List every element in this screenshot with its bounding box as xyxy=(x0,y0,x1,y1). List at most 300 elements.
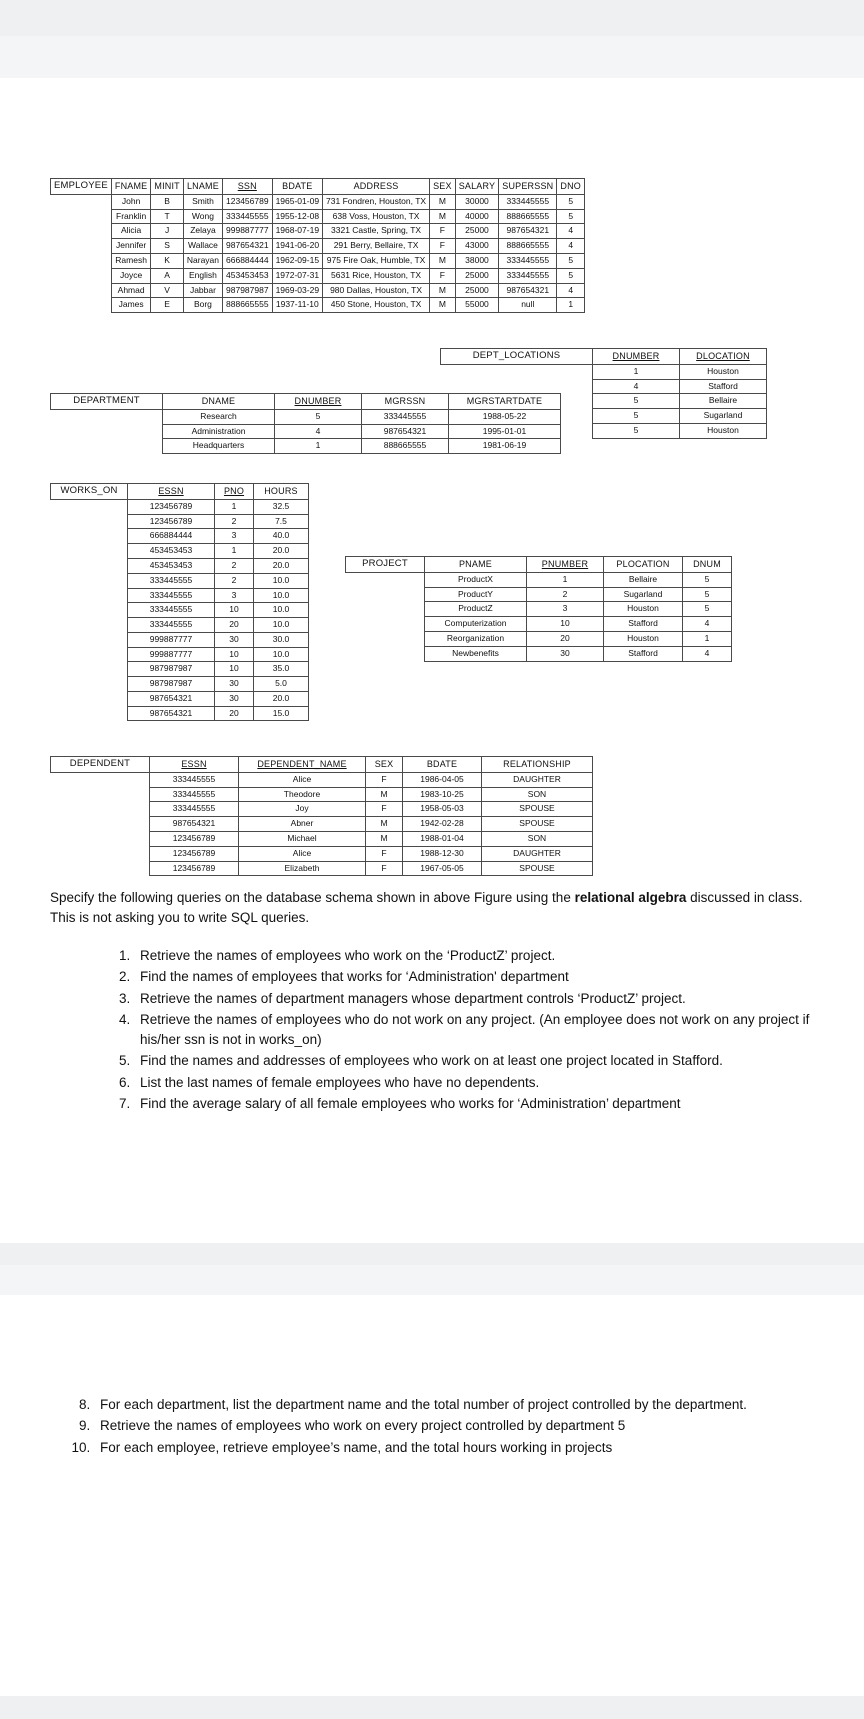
table-header-row xyxy=(51,179,585,195)
column-header-pk: ESSN xyxy=(150,757,239,773)
table-cell: 987654321 xyxy=(223,239,273,254)
table-cell: 1 xyxy=(275,439,362,454)
question-item: 8. For each department, list the department name and the total number of project controlled by the department. xyxy=(94,1395,834,1415)
table-cell: 10 xyxy=(215,603,254,618)
table-cell: Stafford xyxy=(680,379,767,394)
row-spacer xyxy=(51,787,150,802)
column-header: ADDRESS xyxy=(323,179,430,195)
table-row xyxy=(51,573,309,588)
table-cell: 20.0 xyxy=(254,691,309,706)
table-cell: 999887777 xyxy=(223,224,273,239)
table-cell: M xyxy=(366,787,403,802)
table-row xyxy=(346,587,732,602)
table-cell: 450 Stone, Houston, TX xyxy=(323,298,430,313)
table-cell: Stafford xyxy=(604,646,683,661)
row-spacer xyxy=(51,817,150,832)
table-row xyxy=(51,618,309,633)
column-header: MGRSSN xyxy=(362,394,449,410)
table-cell: M xyxy=(366,831,403,846)
table-cell: Reorganization xyxy=(425,631,527,646)
column-header: SEX xyxy=(366,757,403,773)
table-cell: 453453453 xyxy=(128,544,215,559)
row-spacer xyxy=(441,364,593,379)
relation-name-department: DEPARTMENT xyxy=(51,394,163,410)
table-cell: SPOUSE xyxy=(482,861,593,876)
table-cell: 30 xyxy=(215,677,254,692)
table-cell: 453453453 xyxy=(128,558,215,573)
table-cell: 40000 xyxy=(455,209,499,224)
column-header: LNAME xyxy=(183,179,222,195)
row-spacer xyxy=(51,772,150,787)
row-spacer xyxy=(51,861,150,876)
table-row xyxy=(51,194,585,209)
table-row xyxy=(51,239,585,254)
department-table xyxy=(50,393,561,454)
table-cell: DAUGHTER xyxy=(482,772,593,787)
row-spacer xyxy=(51,706,128,721)
table-cell: 10 xyxy=(527,617,604,632)
table-row xyxy=(51,817,593,832)
scan-band-middle-2 xyxy=(0,1265,864,1295)
table-cell: 888665555 xyxy=(223,298,273,313)
table-cell: Theodore xyxy=(239,787,366,802)
table-cell: 2 xyxy=(215,573,254,588)
column-header-pk: DEPENDENT_NAME xyxy=(239,757,366,773)
table-cell: 1958-05-03 xyxy=(403,802,482,817)
table-cell: Houston xyxy=(604,602,683,617)
column-header-pk: SSN xyxy=(223,179,273,195)
row-spacer xyxy=(51,194,112,209)
table-row xyxy=(51,691,309,706)
table-cell: 10.0 xyxy=(254,588,309,603)
row-spacer xyxy=(346,587,425,602)
row-spacer xyxy=(51,603,128,618)
table-row xyxy=(51,224,585,239)
column-header: BDATE xyxy=(272,179,322,195)
table-header-row xyxy=(51,757,593,773)
row-spacer xyxy=(51,529,128,544)
department-table-body xyxy=(51,409,561,453)
table-cell: 1968-07-19 xyxy=(272,224,322,239)
table-row xyxy=(51,253,585,268)
project-table xyxy=(345,556,732,662)
table-cell: 20.0 xyxy=(254,558,309,573)
question-item: 10. For each employee, retrieve employee’s name, and the total hours working in projects xyxy=(94,1438,834,1458)
table-cell: F xyxy=(366,846,403,861)
table-cell: F xyxy=(366,772,403,787)
table-cell: Bellaire xyxy=(604,572,683,587)
table-cell: 987654321 xyxy=(150,817,239,832)
column-header: HOURS xyxy=(254,484,309,500)
table-cell: 1967-05-05 xyxy=(403,861,482,876)
table-cell: 35.0 xyxy=(254,662,309,677)
table-row xyxy=(51,706,309,721)
table-cell: 333445555 xyxy=(499,194,557,209)
column-header: PNAME xyxy=(425,557,527,573)
column-header-pk: DNUMBER xyxy=(275,394,362,410)
table-cell: M xyxy=(430,298,456,313)
table-row xyxy=(51,514,309,529)
table-row xyxy=(346,572,732,587)
table-cell: 333445555 xyxy=(128,573,215,588)
table-cell: 123456789 xyxy=(150,846,239,861)
table-cell: 25000 xyxy=(455,224,499,239)
table-row xyxy=(346,646,732,661)
table-cell: 666884444 xyxy=(128,529,215,544)
table-cell: 3 xyxy=(215,529,254,544)
table-cell: M xyxy=(430,209,456,224)
table-cell: 1962-09-15 xyxy=(272,253,322,268)
table-cell: 30 xyxy=(215,632,254,647)
table-cell: 30.0 xyxy=(254,632,309,647)
table-cell: Ahmad xyxy=(111,283,151,298)
table-cell: 30 xyxy=(527,646,604,661)
table-cell: 5 xyxy=(557,253,585,268)
table-cell: M xyxy=(430,283,456,298)
table-cell: James xyxy=(111,298,151,313)
table-row xyxy=(51,409,561,424)
table-cell: 987654321 xyxy=(362,424,449,439)
table-cell: 333445555 xyxy=(128,618,215,633)
table-cell: F xyxy=(430,239,456,254)
dependent-table-body xyxy=(51,772,593,875)
table-cell: 333445555 xyxy=(150,802,239,817)
dependent-table xyxy=(50,756,593,876)
table-row xyxy=(51,677,309,692)
row-spacer xyxy=(346,602,425,617)
table-cell: 333445555 xyxy=(150,787,239,802)
table-row xyxy=(346,617,732,632)
table-cell: 1988-01-04 xyxy=(403,831,482,846)
table-cell: SON xyxy=(482,787,593,802)
table-cell: 15.0 xyxy=(254,706,309,721)
table-cell: null xyxy=(499,298,557,313)
table-row xyxy=(51,283,585,298)
table-cell: 888665555 xyxy=(499,209,557,224)
table-cell: 1965-01-09 xyxy=(272,194,322,209)
table-cell: ProductZ xyxy=(425,602,527,617)
table-cell: 32.5 xyxy=(254,499,309,514)
table-cell: 1941-06-20 xyxy=(272,239,322,254)
table-cell: 5631 Rice, Houston, TX xyxy=(323,268,430,283)
table-row xyxy=(346,631,732,646)
table-cell: M xyxy=(430,194,456,209)
table-cell: 1942-02-28 xyxy=(403,817,482,832)
row-spacer xyxy=(346,631,425,646)
table-cell: Ramesh xyxy=(111,253,151,268)
column-header: MGRSTARTDATE xyxy=(449,394,561,410)
table-row xyxy=(51,588,309,603)
table-cell: Jennifer xyxy=(111,239,151,254)
table-row xyxy=(51,831,593,846)
row-spacer xyxy=(51,846,150,861)
table-cell: 888665555 xyxy=(362,439,449,454)
table-cell: 1983-10-25 xyxy=(403,787,482,802)
table-cell: 638 Voss, Houston, TX xyxy=(323,209,430,224)
table-cell: 2 xyxy=(215,558,254,573)
table-cell: 333445555 xyxy=(128,588,215,603)
table-cell: B xyxy=(151,194,184,209)
column-header: SUPERSSN xyxy=(499,179,557,195)
table-cell: 980 Dallas, Houston, TX xyxy=(323,283,430,298)
row-spacer xyxy=(51,588,128,603)
table-cell: Wallace xyxy=(183,239,222,254)
table-cell: 731 Fondren, Houston, TX xyxy=(323,194,430,209)
table-cell: 999887777 xyxy=(128,647,215,662)
table-cell: 291 Berry, Bellaire, TX xyxy=(323,239,430,254)
table-cell: 333445555 xyxy=(499,253,557,268)
table-cell: 1 xyxy=(527,572,604,587)
table-cell: 1 xyxy=(683,631,732,646)
table-row xyxy=(51,647,309,662)
table-cell: Wong xyxy=(183,209,222,224)
table-cell: 2 xyxy=(527,587,604,602)
table-cell: 987987987 xyxy=(223,283,273,298)
table-row xyxy=(51,662,309,677)
relation-name-dependent: DEPENDENT xyxy=(51,757,150,773)
row-spacer xyxy=(51,409,163,424)
table-row xyxy=(51,802,593,817)
column-header: PLOCATION xyxy=(604,557,683,573)
table-cell: English xyxy=(183,268,222,283)
table-cell: 987654321 xyxy=(499,283,557,298)
table-cell: 3321 Castle, Spring, TX xyxy=(323,224,430,239)
table-cell: 1988-05-22 xyxy=(449,409,561,424)
page-sheet-1 xyxy=(0,78,864,1243)
table-cell: 123456789 xyxy=(128,499,215,514)
column-header-pk: DLOCATION xyxy=(680,349,767,365)
question-item: 7. Find the average salary of all female employees who works for ‘Administration’ department xyxy=(134,1094,834,1114)
table-row xyxy=(51,499,309,514)
table-cell: 987987987 xyxy=(128,662,215,677)
table-cell: 5 xyxy=(593,423,680,438)
column-header: DNUM xyxy=(683,557,732,573)
column-header-pk: DNUMBER xyxy=(593,349,680,365)
row-spacer xyxy=(51,647,128,662)
row-spacer xyxy=(51,677,128,692)
table-cell: 25000 xyxy=(455,268,499,283)
row-spacer xyxy=(51,283,112,298)
table-cell: 10 xyxy=(215,662,254,677)
table-cell: 1972-07-31 xyxy=(272,268,322,283)
instruction-paragraph xyxy=(50,888,815,927)
question-item: 9. Retrieve the names of employees who work on every project controlled by department 5 xyxy=(94,1416,834,1436)
column-header: MINIT xyxy=(151,179,184,195)
table-cell: 4 xyxy=(557,224,585,239)
row-spacer xyxy=(346,617,425,632)
table-cell: 30 xyxy=(215,691,254,706)
project-table-body xyxy=(346,572,732,661)
table-row xyxy=(51,603,309,618)
table-cell: 123456789 xyxy=(128,514,215,529)
table-cell: J xyxy=(151,224,184,239)
row-spacer xyxy=(51,802,150,817)
table-cell: Houston xyxy=(680,423,767,438)
table-cell: 20 xyxy=(527,631,604,646)
question-item: 6. List the last names of female employees who have no dependents. xyxy=(134,1073,834,1093)
table-cell: Computerization xyxy=(425,617,527,632)
table-cell: Newbenefits xyxy=(425,646,527,661)
table-cell: 4 xyxy=(275,424,362,439)
table-row xyxy=(51,787,593,802)
table-cell: 1986-04-05 xyxy=(403,772,482,787)
table-row xyxy=(51,558,309,573)
row-spacer xyxy=(441,379,593,394)
table-cell: SPOUSE xyxy=(482,817,593,832)
table-cell: 10.0 xyxy=(254,618,309,633)
table-cell: 5 xyxy=(683,587,732,602)
instruction-bold-relational-algebra: relational algebra xyxy=(574,890,687,905)
relation-name-project: PROJECT xyxy=(346,557,425,573)
table-cell: 10.0 xyxy=(254,647,309,662)
table-cell: S xyxy=(151,239,184,254)
table-cell: 5 xyxy=(275,409,362,424)
table-cell: A xyxy=(151,268,184,283)
table-cell: Sugarland xyxy=(680,409,767,424)
table-cell: Research xyxy=(163,409,275,424)
table-row xyxy=(51,424,561,439)
table-cell: Headquarters xyxy=(163,439,275,454)
table-row xyxy=(51,209,585,224)
table-row xyxy=(346,602,732,617)
table-cell: Sugarland xyxy=(604,587,683,602)
works-on-table xyxy=(50,483,309,721)
table-cell: 1988-12-30 xyxy=(403,846,482,861)
table-cell: 25000 xyxy=(455,283,499,298)
table-cell: M xyxy=(366,817,403,832)
table-cell: Zelaya xyxy=(183,224,222,239)
table-cell: ProductX xyxy=(425,572,527,587)
table-cell: 5 xyxy=(557,209,585,224)
table-row xyxy=(51,298,585,313)
table-cell: 4 xyxy=(557,239,585,254)
table-cell: 975 Fire Oak, Humble, TX xyxy=(323,253,430,268)
table-cell: 987654321 xyxy=(128,706,215,721)
table-cell: 5.0 xyxy=(254,677,309,692)
row-spacer xyxy=(51,662,128,677)
table-cell: 4 xyxy=(683,617,732,632)
column-header: FNAME xyxy=(111,179,151,195)
column-header: DNAME xyxy=(163,394,275,410)
table-cell: 333445555 xyxy=(499,268,557,283)
table-cell: 10.0 xyxy=(254,603,309,618)
relation-name-works-on: WORKS_ON xyxy=(51,484,128,500)
table-cell: 1955-12-08 xyxy=(272,209,322,224)
table-cell: 1 xyxy=(593,364,680,379)
table-cell: 1 xyxy=(215,499,254,514)
table-cell: Alice xyxy=(239,772,366,787)
table-cell: 7.5 xyxy=(254,514,309,529)
question-list-page2 xyxy=(60,1395,834,1459)
table-row xyxy=(51,268,585,283)
table-cell: Jabbar xyxy=(183,283,222,298)
table-cell: 888665555 xyxy=(499,239,557,254)
table-cell: Abner xyxy=(239,817,366,832)
question-item: 2. Find the names of employees that works for ‘Administration' department xyxy=(134,967,834,987)
table-cell: 1 xyxy=(215,544,254,559)
table-cell: Franklin xyxy=(111,209,151,224)
table-cell: Narayan xyxy=(183,253,222,268)
table-cell: 3 xyxy=(215,588,254,603)
question-list-page1 xyxy=(100,946,834,1115)
row-spacer xyxy=(51,831,150,846)
row-spacer xyxy=(51,298,112,313)
table-cell: 5 xyxy=(683,602,732,617)
table-cell: F xyxy=(430,268,456,283)
column-header: BDATE xyxy=(403,757,482,773)
table-cell: Joy xyxy=(239,802,366,817)
row-spacer xyxy=(51,558,128,573)
table-cell: 4 xyxy=(557,283,585,298)
table-cell: 4 xyxy=(683,646,732,661)
table-cell: Administration xyxy=(163,424,275,439)
table-cell: 38000 xyxy=(455,253,499,268)
page-sheet-2 xyxy=(0,1295,864,1696)
column-header-pk: ESSN xyxy=(128,484,215,500)
table-cell: 999887777 xyxy=(128,632,215,647)
table-header-row xyxy=(51,484,309,500)
row-spacer xyxy=(346,646,425,661)
question-item: 4. Retrieve the names of employees who do not work on any project. (An employee does not work on any project if his/her ssn is not in works_on) xyxy=(134,1010,834,1051)
question-item: 5. Find the names and addresses of employees who work on at least one project located in Stafford. xyxy=(134,1051,834,1071)
table-cell: T xyxy=(151,209,184,224)
table-cell: 5 xyxy=(683,572,732,587)
table-cell: 987654321 xyxy=(128,691,215,706)
instruction-text-part1: Specify the following queries on the database schema shown in above Figure using the xyxy=(50,890,575,905)
table-cell: 1969-03-29 xyxy=(272,283,322,298)
table-cell: 5 xyxy=(593,409,680,424)
row-spacer xyxy=(51,439,163,454)
table-row xyxy=(441,379,767,394)
table-cell: John xyxy=(111,194,151,209)
employee-table-body xyxy=(51,194,585,312)
question-item: 3. Retrieve the names of department managers whose department controls ‘ProductZ’ project. xyxy=(134,989,834,1009)
table-cell: 2 xyxy=(215,514,254,529)
scan-band-gap xyxy=(0,36,864,78)
table-row xyxy=(51,772,593,787)
table-cell: K xyxy=(151,253,184,268)
row-spacer xyxy=(51,268,112,283)
table-cell: 20 xyxy=(215,618,254,633)
row-spacer xyxy=(51,209,112,224)
table-cell: 123456789 xyxy=(150,861,239,876)
row-spacer xyxy=(51,499,128,514)
row-spacer xyxy=(51,224,112,239)
table-cell: 123456789 xyxy=(223,194,273,209)
table-cell: Houston xyxy=(604,631,683,646)
table-cell: 5 xyxy=(557,268,585,283)
table-cell: Alice xyxy=(239,846,366,861)
table-cell: 666884444 xyxy=(223,253,273,268)
instruction-text-part2: discussed in class. This is not asking you to write SQL queries. xyxy=(50,890,803,925)
table-cell: 987987987 xyxy=(128,677,215,692)
table-cell: Alicia xyxy=(111,224,151,239)
table-header-row xyxy=(441,349,767,365)
column-header-pk: PNUMBER xyxy=(527,557,604,573)
table-cell: 3 xyxy=(527,602,604,617)
table-cell: Michael xyxy=(239,831,366,846)
table-cell: 1 xyxy=(557,298,585,313)
table-cell: 1981-06-19 xyxy=(449,439,561,454)
table-cell: DAUGHTER xyxy=(482,846,593,861)
table-row xyxy=(51,439,561,454)
table-cell: 40.0 xyxy=(254,529,309,544)
question-item: 1. Retrieve the names of employees who work on the ‘ProductZ’ project. xyxy=(134,946,834,966)
table-cell: Bellaire xyxy=(680,394,767,409)
column-header: SEX xyxy=(430,179,456,195)
table-cell: Smith xyxy=(183,194,222,209)
table-row xyxy=(51,861,593,876)
